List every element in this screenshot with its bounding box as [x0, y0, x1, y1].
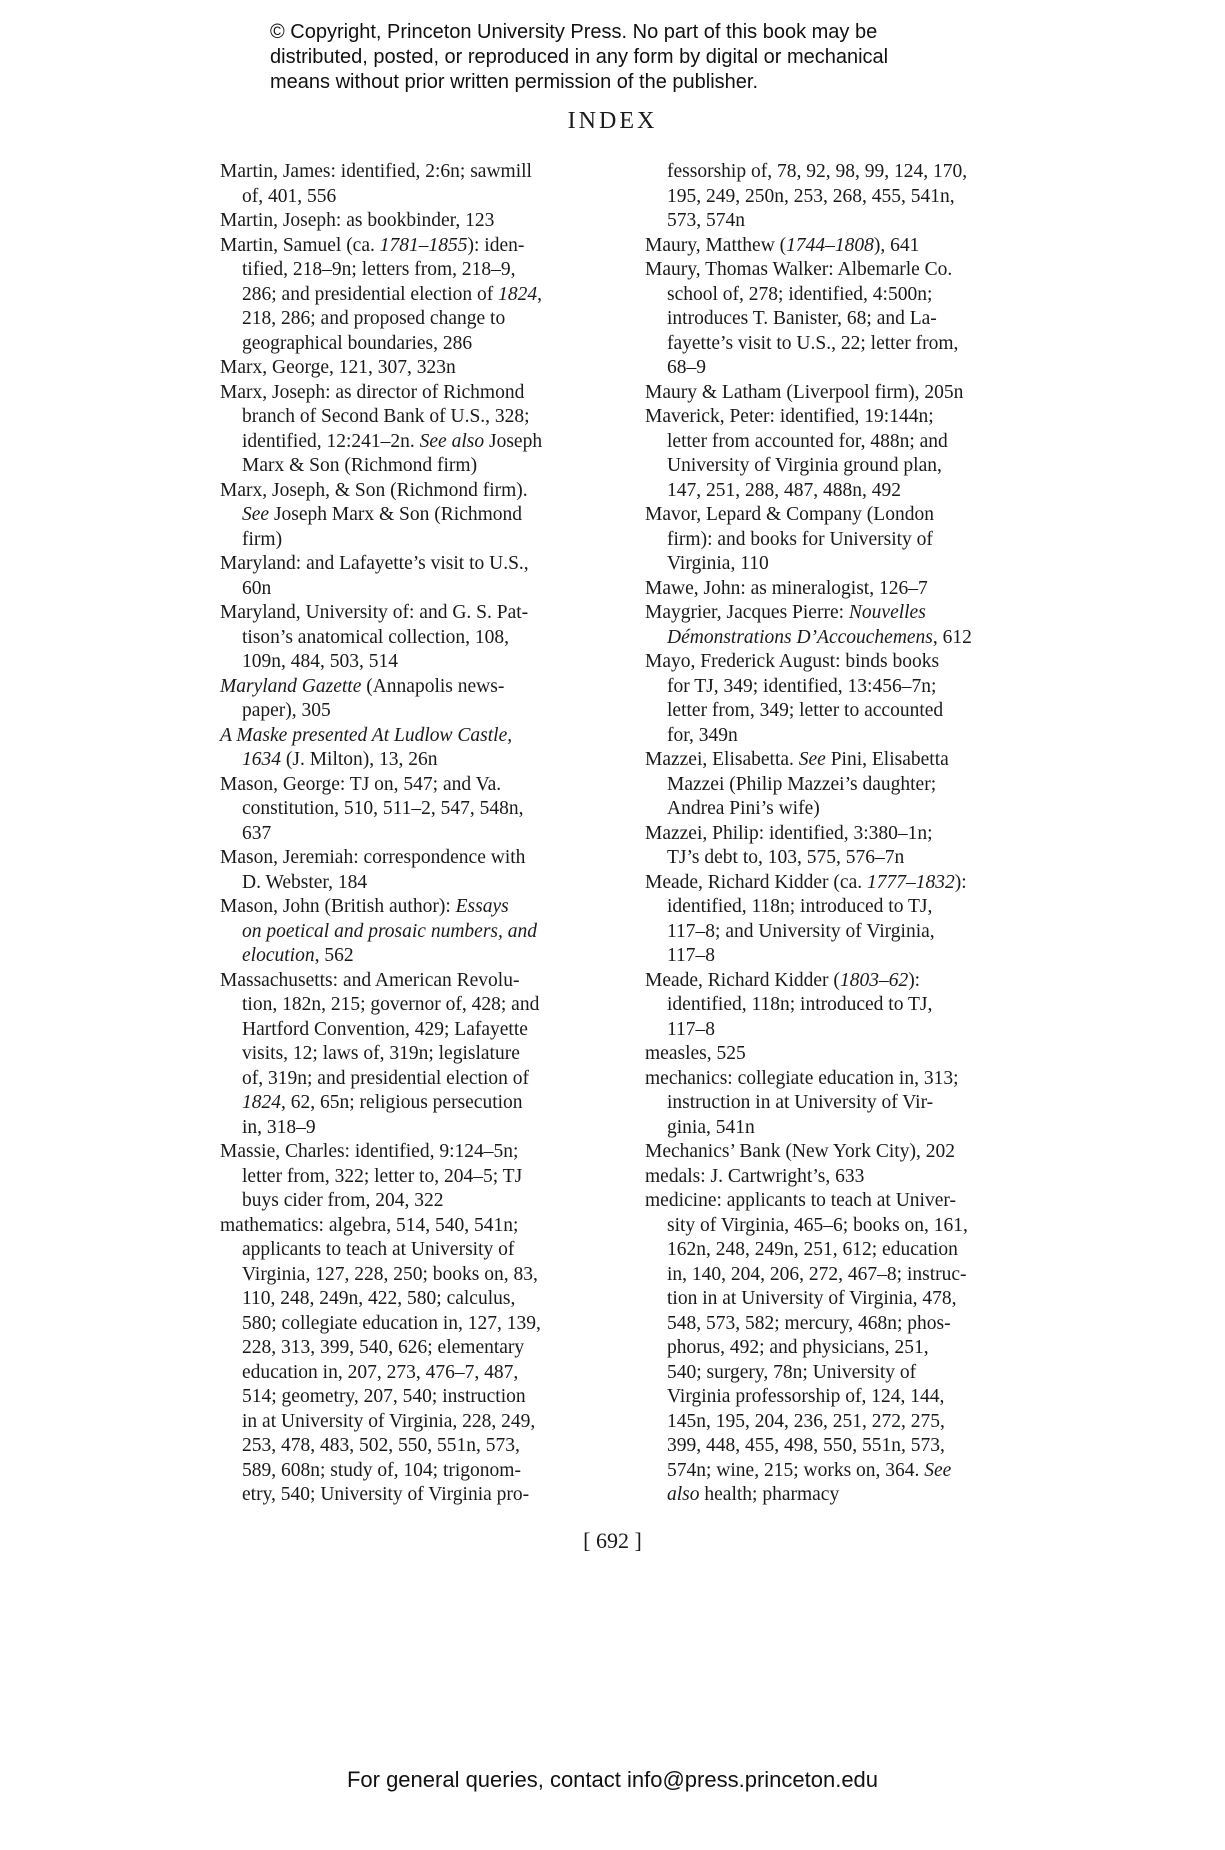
index-line: [220, 895, 620, 920]
index-text: Joseph Marx & Son (Richmond: [269, 504, 523, 525]
index-text: 286; and presidential election of: [242, 283, 499, 305]
index-text: 117–8; and University of Virginia,: [667, 920, 935, 942]
index-line: [220, 1140, 620, 1165]
index-text: Martin, Samuel (ca.: [220, 234, 380, 256]
index-text: Maury, Matthew (: [645, 234, 787, 256]
index-text: 580; collegiate education in, 127, 139,: [242, 1312, 541, 1334]
index-text: tified, 218–9n; letters from, 218–9,: [242, 259, 516, 280]
index-text: firm): [242, 528, 283, 550]
index-line: [220, 1042, 620, 1067]
index-line: [645, 1312, 1045, 1337]
index-line: [220, 748, 620, 773]
index-line: [645, 944, 1045, 969]
index-text: school of, 278; identified, 4:500n;: [667, 283, 933, 305]
index-line: [645, 332, 1045, 357]
index-text: Joseph: [484, 430, 543, 452]
index-line: [645, 1410, 1045, 1435]
index-text: ginia, 541n: [667, 1116, 755, 1138]
index-text: 117–8: [667, 1018, 716, 1040]
index-text-italic: 1824: [242, 1092, 281, 1113]
index-line: [645, 1434, 1045, 1459]
index-line: [645, 1140, 1045, 1165]
index-line: [645, 601, 1045, 626]
index-line: [220, 1434, 620, 1459]
index-text: of, 319n; and presidential election of: [242, 1067, 529, 1089]
copyright-notice: [270, 20, 990, 95]
index-text-italic: 1803–62: [839, 969, 909, 991]
index-text: in, 318–9: [242, 1116, 316, 1138]
index-text-italic: See: [924, 1459, 952, 1481]
index-text: 147, 251, 288, 487, 488n, 492: [667, 479, 901, 501]
index-text: Maury, Thomas Walker: Albemarle Co.: [645, 259, 953, 280]
index-text: D. Webster, 184: [242, 871, 368, 893]
index-text: education in, 207, 273, 476–7, 487,: [242, 1361, 519, 1383]
index-text: letter from, 349; letter to accounted: [667, 700, 944, 721]
index-text: 228, 313, 399, 540, 626; elementary: [242, 1337, 525, 1358]
index-text-italic: 1824: [498, 283, 538, 305]
index-text: mathematics: algebra, 514, 540, 541n;: [220, 1214, 519, 1236]
index-text: Meade, Richard Kidder (: [645, 969, 840, 991]
index-text-italic: See: [242, 504, 270, 525]
index-text: Pini, Elisabetta: [825, 749, 949, 770]
index-line: [645, 1189, 1045, 1214]
index-line: [645, 454, 1045, 479]
index-text: 68–9: [667, 357, 706, 378]
index-line: [645, 1018, 1045, 1043]
index-text: , 612: [932, 626, 972, 648]
index-text: health; pharmacy: [699, 1484, 840, 1505]
index-text: sity of Virginia, 465–6; books on, 161,: [667, 1214, 968, 1236]
index-text: tison’s anatomical collection, 108,: [242, 626, 509, 648]
index-line: [645, 185, 1045, 210]
index-text: University of Virginia ground plan,: [667, 455, 942, 476]
index-line: [220, 454, 620, 479]
index-line: [220, 234, 620, 259]
index-text: Maryland, University of: and G. S. Pat-: [220, 602, 529, 623]
index-text: identified, 12:241–2n.: [242, 430, 420, 452]
index-line: [645, 1214, 1045, 1239]
index-line: [220, 1018, 620, 1043]
copyright-line: means without prior written permission of the publisher.: [270, 71, 759, 93]
index-line: [220, 405, 620, 430]
index-text: of, 401, 556: [242, 185, 337, 207]
index-line: [645, 1165, 1045, 1190]
index-text-italic: 1777–1832: [866, 871, 955, 893]
index-text: 253, 478, 483, 502, 550, 551n, 573,: [242, 1435, 520, 1456]
index-text: geographical boundaries, 286: [242, 332, 473, 354]
index-line: [645, 405, 1045, 430]
index-line: [220, 1336, 620, 1361]
index-text: Marx, Joseph, & Son (Richmond firm).: [220, 479, 528, 501]
index-line: [645, 1042, 1045, 1067]
index-line: [220, 528, 620, 553]
index-line: [220, 1459, 620, 1484]
index-text: Massie, Charles: identified, 9:124–5n;: [220, 1141, 519, 1162]
index-line: [220, 773, 620, 798]
index-text-italic: 1781–1855: [379, 234, 468, 256]
index-text: (Annapolis news-: [361, 675, 505, 697]
index-line: [220, 650, 620, 675]
index-line: [645, 871, 1045, 896]
index-text-italic: See also: [419, 430, 485, 452]
index-line: [645, 307, 1045, 332]
index-line: [220, 1483, 620, 1508]
index-line: [220, 1361, 620, 1386]
index-line: [220, 258, 620, 283]
index-line: [645, 626, 1045, 651]
index-text: (J. Milton), 13, 26n: [281, 749, 438, 770]
index-text: medicine: applicants to teach at Univer-: [645, 1190, 956, 1211]
index-line: [645, 1287, 1045, 1312]
index-line: [220, 601, 620, 626]
index-text: , 562: [314, 945, 354, 966]
index-text: buys cider from, 204, 322: [242, 1190, 444, 1211]
index-line: [220, 1214, 620, 1239]
index-line: [645, 479, 1045, 504]
index-line: [220, 1116, 620, 1141]
index-line: [645, 160, 1045, 185]
index-text: tion in at University of Virginia, 478,: [667, 1288, 957, 1309]
index-text: letter from, 322; letter to, 204–5; TJ: [242, 1165, 523, 1187]
index-line: [220, 332, 620, 357]
index-text: fayette’s visit to U.S., 22; letter from,: [667, 332, 959, 354]
index-line: [645, 920, 1045, 945]
index-line: [220, 160, 620, 185]
index-line: [645, 993, 1045, 1018]
index-line: [645, 1263, 1045, 1288]
index-text: 548, 573, 582; mercury, 468n; phos-: [667, 1312, 951, 1334]
index-text-italic: 1634: [242, 749, 281, 770]
index-text: Marx, George, 121, 307, 323n: [220, 357, 456, 378]
index-text: measles, 525: [645, 1043, 746, 1064]
index-text-italic: Démonstrations D’Accouchemens: [667, 626, 933, 648]
index-line: [220, 724, 620, 749]
index-line: [220, 1067, 620, 1092]
index-text: 145n, 195, 204, 236, 251, 272, 275,: [667, 1410, 945, 1432]
index-line: [220, 1410, 620, 1435]
index-line: [220, 1312, 620, 1337]
index-text: in, 140, 204, 206, 272, 467–8; instruc-: [667, 1263, 967, 1285]
index-text: Virginia professorship of, 124, 144,: [667, 1386, 945, 1407]
footer-contact: For general queries, contact info@press.princeton.edu: [346, 1767, 879, 1792]
index-line: [645, 1385, 1045, 1410]
index-text: medals: J. Cartwright’s, 633: [645, 1165, 865, 1187]
index-line: [645, 822, 1045, 847]
index-text: Meade, Richard Kidder (ca.: [645, 871, 867, 893]
index-line: [220, 846, 620, 871]
index-text: Andrea Pini’s wife): [667, 798, 820, 819]
index-text-italic: See: [798, 749, 826, 770]
index-text: Mawe, John: as mineralogist, 126–7: [645, 577, 928, 599]
index-text: in at University of Virginia, 228, 249,: [242, 1410, 536, 1432]
index-line: [220, 1287, 620, 1312]
index-line: [645, 846, 1045, 871]
index-text: Maverick, Peter: identified, 19:144n;: [645, 406, 934, 427]
index-line: [220, 699, 620, 724]
index-line: [220, 503, 620, 528]
index-text: for TJ, 349; identified, 13:456–7n;: [667, 675, 937, 697]
index-text: Mazzei, Philip: identified, 3:380–1n;: [645, 822, 933, 844]
index-text: paper), 305: [242, 700, 331, 721]
index-line: [220, 626, 620, 651]
index-line: [645, 895, 1045, 920]
index-text: 589, 608n; study of, 104; trigonom-: [242, 1459, 521, 1481]
index-line: [645, 1483, 1045, 1508]
index-text: ), 641: [873, 234, 920, 256]
index-text: 117–8: [667, 945, 716, 966]
index-text: Virginia, 110: [667, 553, 769, 574]
index-line: [645, 1336, 1045, 1361]
index-text: applicants to teach at University of: [242, 1239, 515, 1260]
index-text-italic: 1744–1808: [786, 234, 874, 256]
index-line: [645, 797, 1045, 822]
index-text: 574n; wine, 215; works on, 364.: [667, 1459, 925, 1481]
index-line: [645, 1067, 1045, 1092]
index-text: Martin, James: identified, 2:6n; sawmill: [220, 161, 532, 182]
index-line: [220, 283, 620, 308]
index-line: [220, 1091, 620, 1116]
index-text: Martin, Joseph: as bookbinder, 123: [220, 210, 495, 231]
index-line: [220, 381, 620, 406]
index-text: 162n, 248, 249n, 251, 612; education: [667, 1239, 958, 1260]
index-text: Maury & Latham (Liverpool firm), 205n: [645, 381, 964, 403]
index-line: [645, 381, 1045, 406]
index-line: [220, 479, 620, 504]
index-text: Massachusetts: and American Revolu-: [220, 969, 520, 991]
index-text-italic: Maryland Gazette: [220, 675, 362, 697]
index-text: for, 349n: [667, 724, 738, 746]
index-text: letter from accounted for, 488n; and: [667, 430, 948, 452]
index-line: [220, 797, 620, 822]
index-line: [220, 1189, 620, 1214]
index-text: 195, 249, 250n, 253, 268, 455, 541n,: [667, 185, 955, 207]
index-text-italic: Essays: [455, 896, 509, 917]
index-line: [645, 234, 1045, 259]
index-text: ,: [537, 283, 543, 305]
index-text-italic: A Maske presented At Ludlow Castle,: [220, 724, 513, 746]
index-text: 399, 448, 455, 498, 550, 551n, 573,: [667, 1435, 945, 1456]
index-line: [220, 552, 620, 577]
index-line: [645, 577, 1045, 602]
index-text: Virginia, 127, 228, 250; books on, 83,: [242, 1263, 538, 1285]
index-text: instruction in at University of Vir-: [667, 1092, 934, 1113]
index-text: Mason, Jeremiah: correspondence with: [220, 847, 526, 868]
index-text: 110, 248, 249n, 422, 580; calculus,: [242, 1288, 516, 1309]
index-text: fessorship of, 78, 92, 98, 99, 124, 170,: [667, 161, 968, 182]
index-text: etry, 540; University of Virginia pro-: [242, 1484, 530, 1505]
index-text: Mavor, Lepard & Company (London: [645, 504, 934, 525]
index-text: phorus, 492; and physicians, 251,: [667, 1337, 929, 1358]
index-line: [645, 528, 1045, 553]
index-line: [645, 650, 1045, 675]
index-text: Mason, George: TJ on, 547; and Va.: [220, 773, 502, 795]
index-line: [645, 724, 1045, 749]
index-line: [220, 356, 620, 381]
index-text: identified, 118n; introduced to TJ,: [667, 896, 933, 917]
index-text: 540; surgery, 78n; University of: [667, 1361, 917, 1383]
index-text: Maryland: and Lafayette’s visit to U.S.,: [220, 553, 529, 574]
index-text: Marx, Joseph: as director of Richmond: [220, 381, 525, 403]
index-line: [645, 1091, 1045, 1116]
index-text-italic: on poetical and prosaic numbers, and: [242, 920, 538, 942]
index-line: [645, 503, 1045, 528]
index-text-italic: Nouvelles: [848, 602, 926, 623]
index-line: [220, 307, 620, 332]
index-text: identified, 118n; introduced to TJ,: [667, 994, 933, 1015]
index-text-italic: elocution: [242, 945, 315, 966]
index-line: [645, 699, 1045, 724]
index-text: 637: [242, 822, 272, 844]
index-column-right: [645, 160, 1045, 1508]
index-line: [645, 356, 1045, 381]
index-text: TJ’s debt to, 103, 575, 576–7n: [667, 847, 905, 868]
index-text: introduces T. Banister, 68; and La-: [667, 308, 937, 329]
index-text: ): iden-: [467, 234, 525, 256]
index-line: [645, 1459, 1045, 1484]
index-line: [645, 1116, 1045, 1141]
index-text: 573, 574n: [667, 210, 745, 231]
index-text: Mazzei, Elisabetta.: [645, 749, 799, 770]
index-line: [220, 209, 620, 234]
index-line: [645, 283, 1045, 308]
index-line: [220, 822, 620, 847]
index-line: [220, 1263, 620, 1288]
index-text: 60n: [242, 577, 272, 599]
index-line: [645, 748, 1045, 773]
index-text: Maygrier, Jacques Pierre:: [645, 602, 849, 623]
index-column-left: [220, 160, 620, 1508]
index-line: [220, 675, 620, 700]
index-text: Mazzei (Philip Mazzei’s daughter;: [667, 773, 937, 795]
index-text: visits, 12; laws of, 319n; legislature: [242, 1043, 520, 1064]
index-text: Mechanics’ Bank (New York City), 202: [645, 1141, 955, 1162]
index-text: constitution, 510, 511–2, 547, 548n,: [242, 798, 524, 819]
index-line: [220, 920, 620, 945]
index-line: [645, 552, 1045, 577]
index-text: Hartford Convention, 429; Lafayette: [242, 1018, 528, 1040]
index-text-italic: also: [667, 1484, 700, 1505]
index-line: [645, 209, 1045, 234]
index-line: [645, 1238, 1045, 1263]
copyright-line: distributed, posted, or reproduced in any form by digital or mechanical: [270, 46, 889, 68]
index-text: firm): and books for University of: [667, 528, 933, 550]
index-text: 109n, 484, 503, 514: [242, 651, 398, 672]
index-text: ):: [908, 969, 921, 991]
index-text: ):: [954, 871, 967, 893]
index-line: [645, 1361, 1045, 1386]
copyright-line: © Copyright, Princeton University Press. No part of this book may be: [270, 21, 878, 43]
index-text: 218, 286; and proposed change to: [242, 308, 506, 329]
index-heading: INDEX: [567, 108, 658, 134]
index-text: Mayo, Frederick August: binds books: [645, 651, 940, 672]
index-text: Mason, John (British author):: [220, 896, 456, 917]
index-text: branch of Second Bank of U.S., 328;: [242, 406, 530, 427]
index-text: Marx & Son (Richmond firm): [242, 455, 478, 476]
index-line: [645, 773, 1045, 798]
index-line: [220, 969, 620, 994]
index-text: tion, 182n, 215; governor of, 428; and: [242, 994, 540, 1015]
index-line: [645, 258, 1045, 283]
index-line: [220, 430, 620, 455]
index-line: [220, 1165, 620, 1190]
index-line: [220, 871, 620, 896]
index-line: [645, 430, 1045, 455]
index-line: [220, 944, 620, 969]
index-line: [220, 185, 620, 210]
index-text: mechanics: collegiate education in, 313;: [645, 1067, 959, 1089]
index-line: [645, 969, 1045, 994]
index-line: [220, 577, 620, 602]
index-line: [220, 993, 620, 1018]
index-line: [220, 1385, 620, 1410]
page-number: [ 692 ]: [583, 1528, 642, 1553]
index-line: [645, 675, 1045, 700]
index-text: 514; geometry, 207, 540; instruction: [242, 1386, 526, 1407]
index-line: [220, 1238, 620, 1263]
index-text: , 62, 65n; religious persecution: [281, 1092, 523, 1113]
